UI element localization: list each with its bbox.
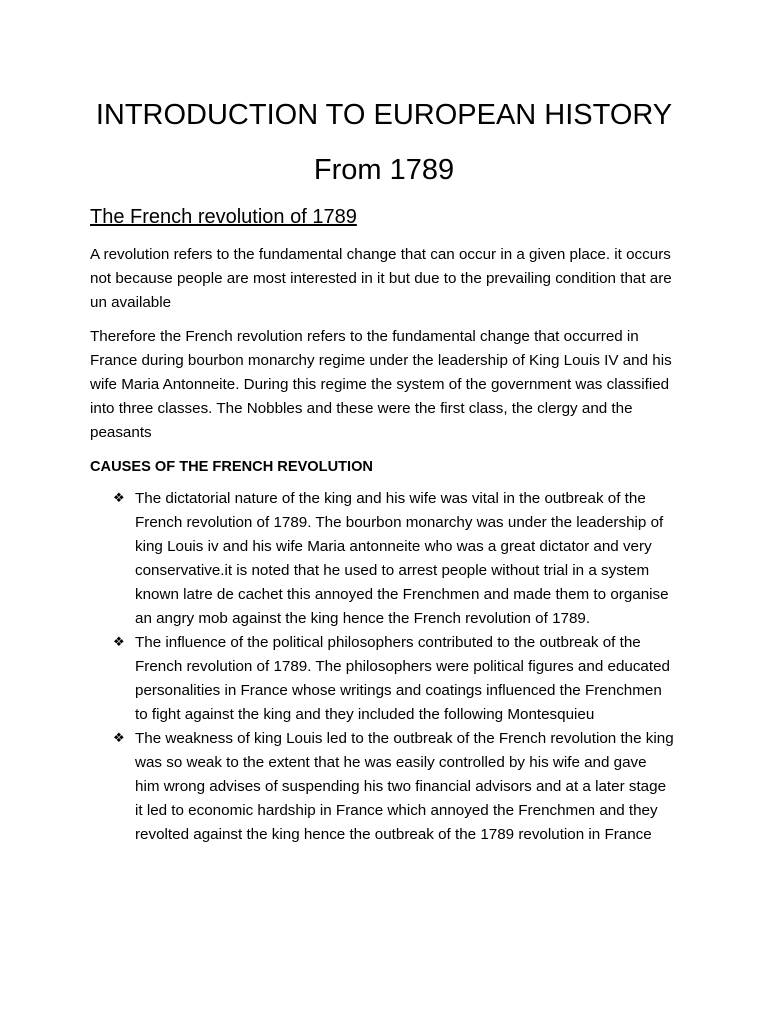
section-heading: The French revolution of 1789 <box>90 206 357 228</box>
list-item-text: The dictatorial nature of the king and his wife was vital in the outbreak of the French revolution of 1789. The bourbon monarchy was under the leadership of king Louis iv and his wife Maria antonneite who was a great dictator and very conservative.it is noted that he used to arrest people without trial in a system known latre de cachet this annoyed the Frenchmen and made them to organise an angry mob against the king hence the French revolution of 1789. <box>135 490 669 627</box>
four-diamond-icon: ❖ <box>113 731 125 746</box>
causes-heading: CAUSES OF THE FRENCH REVOLUTION <box>90 459 373 475</box>
list-item <box>0 727 675 847</box>
document-subtitle: From 1789 <box>313 154 455 186</box>
four-diamond-icon: ❖ <box>113 635 125 650</box>
paragraph: A revolution refers to the fundamental change that can occur in a given place. it occurs not because people are most interested in it but due to the prevailing condition that are un available <box>90 246 672 311</box>
list-item <box>0 487 675 631</box>
causes-list <box>0 487 768 847</box>
paragraph: Therefore the French revolution refers to the fundamental change that occurred in France during bourbon monarchy regime under the leadership of King Louis IV and his wife Maria Antonneite. During this regime the system of the government was classified into three classes. The Nobbles and these were the first class, the clergy and the peasants <box>90 328 672 441</box>
four-diamond-icon: ❖ <box>113 491 125 506</box>
list-item-text: The influence of the political philosophers contributed to the outbreak of the French revolution of 1789. The philosophers were political figures and educated personalities in France whose writings and coatings influenced the Frenchmen to fight against the king and they included the following Montesquieu <box>135 634 670 723</box>
list-item <box>0 631 675 727</box>
document-title: INTRODUCTION TO EUROPEAN HISTORY <box>95 99 673 131</box>
list-item-text: The weakness of king Louis led to the outbreak of the French revolution the king was so weak to the extent that he was easily controlled by his wife and gave him wrong advises of suspending his two financial advisors and at a later stage it led to economic hardship in France which annoyed the Frenchmen and they revolted against the king hence the outbreak of the 1789 revolution in France <box>135 730 674 843</box>
